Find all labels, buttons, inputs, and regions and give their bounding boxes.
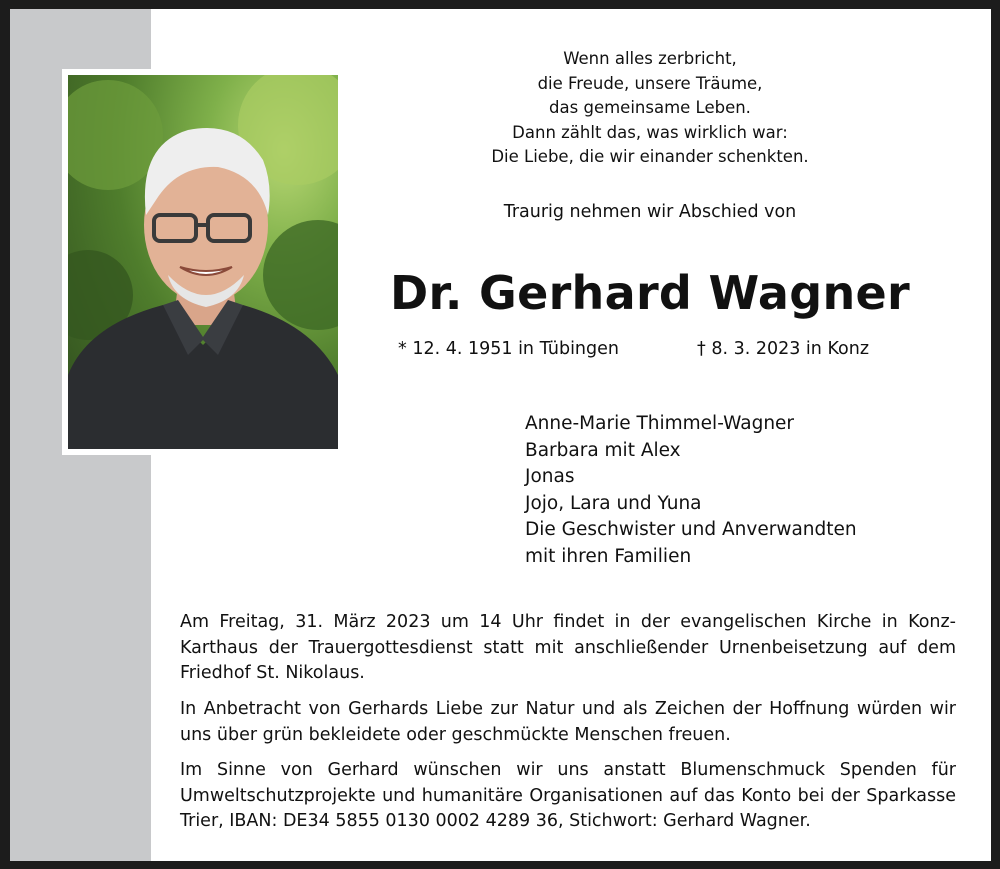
donation-paragraph: Im Sinne von Gerhard wünschen wir uns anstatt Blumenschmuck Spenden für Umweltschutzprojekte und humanitäre Organisationen auf das Konto bei der Sparkasse Trier, IBAN: DE34 5855 0130 0002 4289 36, Stichwort: Gerhard Wagner. [180,760,956,831]
family-member: Jonas [525,466,575,487]
poem [400,47,900,170]
portrait-frame [62,69,344,455]
family-list [525,411,857,570]
deceased-name: Dr. Gerhard Wagner [390,266,910,320]
poem-line: die Freude, unsere Träume, [537,73,763,93]
nature-paragraph: In Anbetracht von Gerhards Liebe zur Natur und als Zeichen der Hoffnung würden wir uns über grün bekleidete oder geschmückte Menschen freuen. [180,699,956,745]
poem-line: Dann zählt das, was wirklich war: [512,122,788,142]
portrait-photo [68,75,338,449]
family-member: Barbara mit Alex [525,439,681,461]
family-member: mit ihren Familien [525,545,692,567]
family-member: Anne-Marie Thimmel-Wagner [525,413,795,434]
poem-line: Die Liebe, die wir einander schenkten. [491,147,809,166]
portrait-illustration [68,75,338,449]
service-paragraph: Am Freitag, 31. März 2023 um 14 Uhr findet in der evangelischen Kirche in Konz-Karthaus der Trauergottesdienst statt mit anschließender Urnenbeisetzung auf dem Friedhof St. Nikolaus. [180,612,956,683]
intro-text: Traurig nehmen wir Abschied von [503,202,797,222]
death-date: † 8. 3. 2023 in Konz [697,339,870,359]
birth-date: * 12. 4. 1951 in Tübingen [398,339,619,359]
family-member: Die Geschwister und Anverwandten [525,519,857,540]
poem-line: das gemeinsame Leben. [549,98,751,117]
poem-line: Wenn alles zerbricht, [563,49,737,68]
family-member: Jojo, Lara und Yuna [525,492,702,514]
